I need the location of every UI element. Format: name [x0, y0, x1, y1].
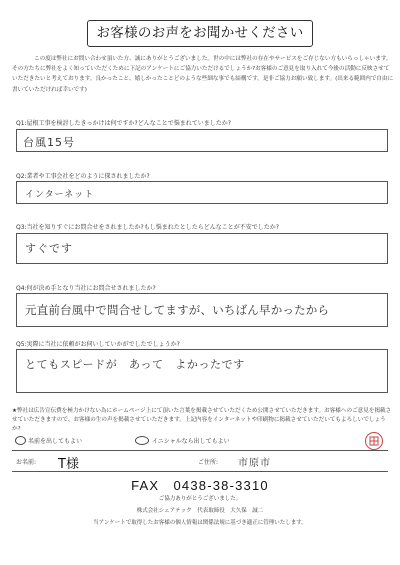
page-title: お客様のお声をお聞かせください	[87, 20, 313, 47]
answer-box-2	[16, 181, 388, 204]
option-initial-label: イニシャルなら出してもよい	[152, 438, 230, 445]
question-4-label: Q4:何が決め手となり当社にお問合せされましたか?	[16, 285, 156, 292]
publication-notice: ★弊社は広告宣伝費を極力かけない為にホームページ上にて頂いた言葉を掲載させていただくため公開させていただきます。お客様へのご意見を掲載させていただきますので、お客様の生の声を掲載させていただきます。上記内容をインターネットや印刷物に掲載させていただいてもよろしいでしょうか?	[12, 408, 392, 432]
name-label: お名前:	[16, 459, 37, 466]
answer-box-4	[16, 293, 388, 327]
footer-company: 株式会社シェアテック 代表取締役 大久保 誠二	[136, 508, 264, 514]
name-address-row	[12, 450, 388, 472]
address-label: ご住所:	[198, 459, 219, 466]
answer-4-text: 元直前台風中で問合せしてますが、いちばん早かったから	[25, 303, 330, 317]
question-5-label: Q5:実際に当社に依頼がお伺いしていかがでしたでしょうか?	[16, 341, 180, 348]
question-1-label: Q1:屋根工事を検討したきっかけは何ですか?どんなことで悩まれていましたか?	[16, 120, 231, 127]
fax-number: FAX 0438-38-3310	[131, 478, 269, 493]
answer-box-3	[16, 233, 388, 264]
answer-box-5	[16, 349, 388, 393]
intro-text: この度は弊社にお問い合わせ頂いた方、誠にありがとうございました。世の中には弊社の存在やサービスをご存じない方もいらっしゃいます。その方たちに弊社をよく知っていただくために下記のアンケートにご協力いただけるでしょうか?お客様のご意見を取り入れて今後の活動に反映させていただきたいと考えております。良かったこと、嬉しかったことどのような些細な事でも結構です。是非ご協力お願い致します。(出来る範囲内で自由に書いていただければ幸いです)	[12, 56, 394, 93]
option-name-label: 名前を出してもよい	[28, 438, 83, 445]
option-name-circle[interactable]	[15, 436, 26, 445]
question-3-label: Q3:当社を知りすぐにお問合せをされましたか?もし悩まれたとしたらどんなことが不安でしたか?	[16, 224, 279, 231]
company-seal-icon	[365, 432, 383, 450]
answer-2-text: インターネット	[25, 190, 95, 200]
answer-5-text: とてもスピードが あって よかったです	[25, 358, 245, 371]
option-initial-circle[interactable]	[135, 436, 149, 445]
footer-privacy: 当アンケートで取得したお客様の個人情報は関係法規に基づき適正に管理いたします。	[93, 520, 307, 526]
customer-name: T様	[58, 457, 79, 472]
customer-address: 市原市	[238, 458, 271, 469]
footer-thanks: ご協力ありがとうございました。	[158, 496, 242, 502]
question-2-label: Q2:業者や工事会社をどのように探されましたか?	[16, 173, 150, 180]
answer-1-text: 台風15号	[23, 136, 75, 149]
answer-box-1	[16, 129, 388, 152]
answer-3-text: すぐです	[25, 242, 73, 255]
